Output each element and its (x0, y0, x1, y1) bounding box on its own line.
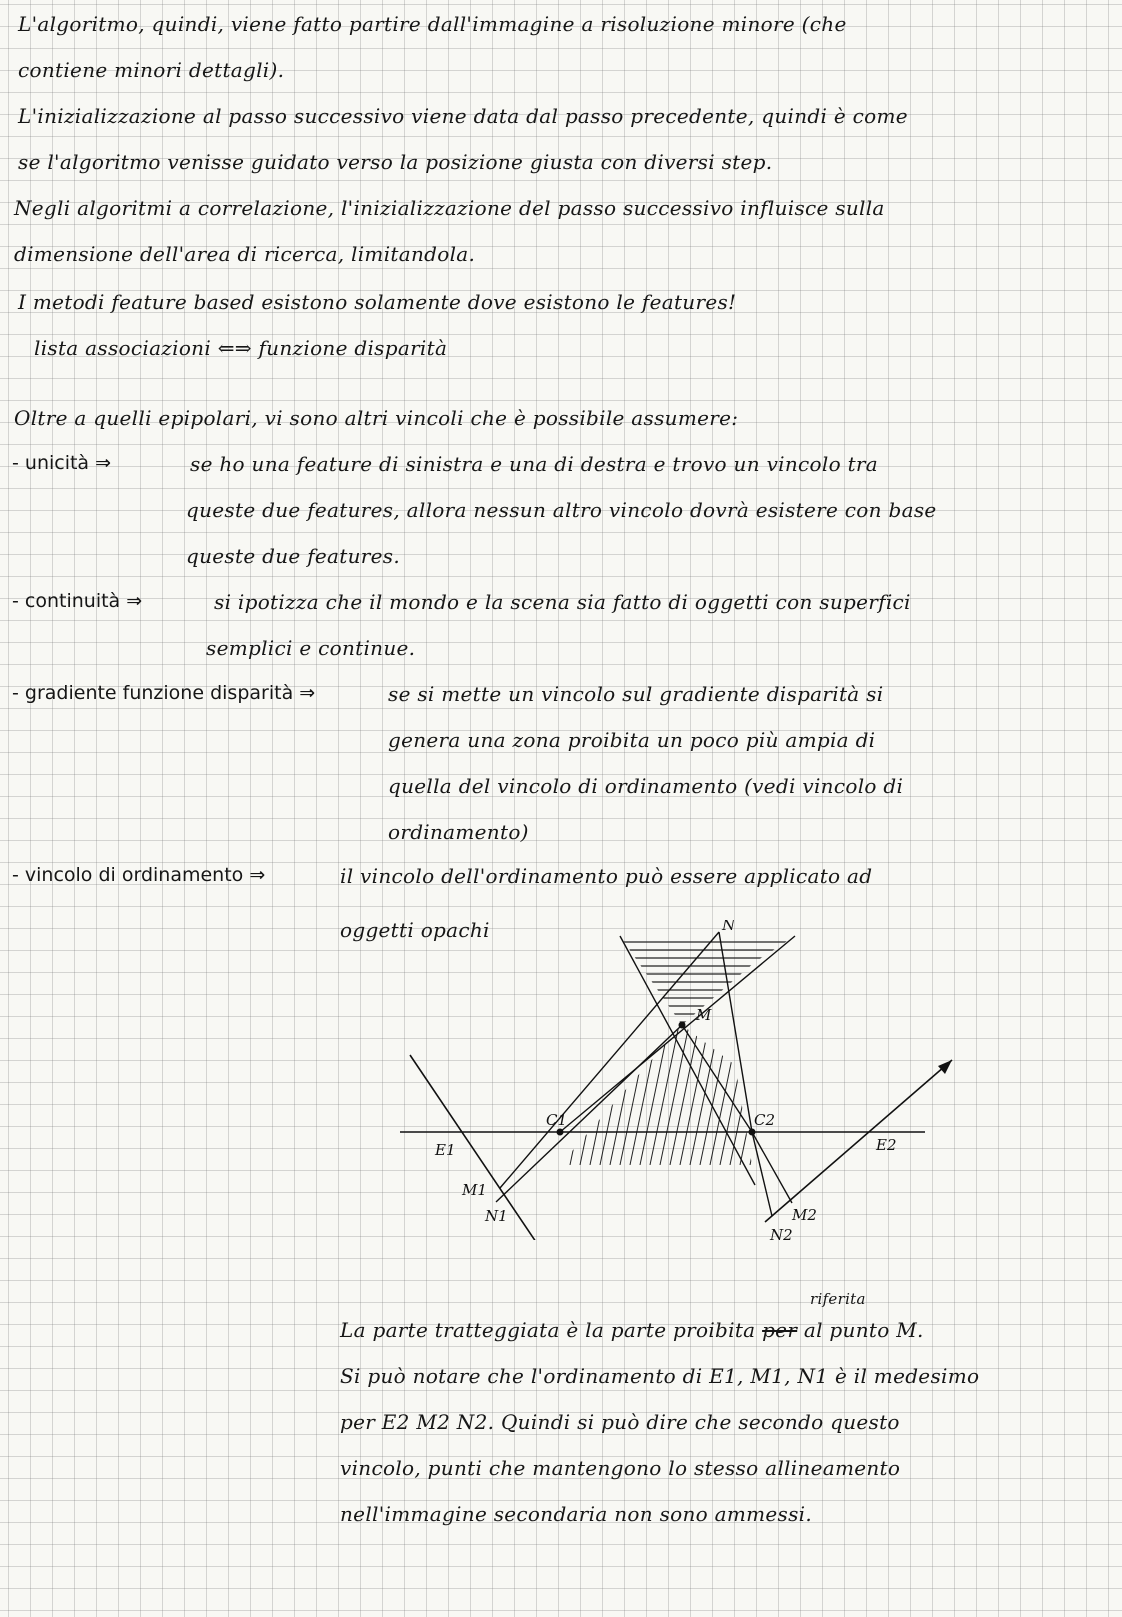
label-M: M (696, 1006, 712, 1024)
label-N: N (722, 920, 736, 934)
text-line: Oltre a quelli epipolari, vi sono altri vincoli che è possibile assumere: (14, 406, 739, 430)
label-N1: N1 (485, 1207, 508, 1225)
text-line: queste due features. (186, 544, 400, 568)
ray-C2-M2 (752, 1132, 792, 1203)
constraint-term-ordinamento: - vincolo di ordinamento ⇒ (12, 864, 266, 886)
text-line: si ipotizza che il mondo e la scena sia fatto di oggetti con superfici (214, 590, 911, 614)
point-M (679, 1022, 686, 1029)
constraint-term-unicita: - unicità ⇒ (12, 452, 112, 474)
label-E2: E2 (876, 1136, 897, 1154)
text-line: Negli algoritmi a correlazione, l'inizializzazione del passo successivo influisce sulla (14, 196, 885, 220)
caption-line-2: Si può notare che l'ordinamento di E1, M1, N1 è il medesimo (340, 1364, 980, 1388)
text-line: L'inizializzazione al passo successivo viene data dal passo precedente, quindi è come (18, 104, 908, 128)
label-M1: M1 (462, 1181, 487, 1199)
caption-text: al punto M. (803, 1318, 924, 1342)
right-image-plane (765, 1060, 952, 1222)
ray-to-N (500, 932, 719, 1188)
caption-line-3: per E2 M2 N2. Quindi si può dire che secondo questo (340, 1410, 900, 1434)
label-M2: M2 (792, 1206, 817, 1224)
point-C1 (557, 1129, 564, 1136)
inserted-word: riferita (810, 1290, 866, 1308)
text-line: queste due features, allora nessun altro vincolo dovrà esistere con base (186, 498, 937, 522)
arrow-head (938, 1060, 952, 1074)
point-C2 (749, 1129, 756, 1136)
caption-line-5: nell'immagine secondaria non sono ammessi. (340, 1502, 813, 1526)
text-line: ordinamento) (388, 820, 529, 844)
caption-line-1 (340, 1318, 924, 1342)
text-line: genera una zona proibita un poco più ampia di (388, 728, 876, 752)
label-E1: E1 (435, 1141, 456, 1159)
text-line: I metodi feature based esistono solamente dove esistono le features! (18, 290, 737, 314)
label-C2: C2 (754, 1111, 776, 1129)
text-line: se si mette un vincolo sul gradiente disparità si (388, 682, 884, 706)
caption-text: La parte tratteggiata è la parte proibita (340, 1318, 756, 1342)
forbidden-zone-middle (570, 1020, 780, 1165)
text-line: L'algoritmo, quindi, viene fatto partire dall'immagine a risoluzione minore (che (18, 12, 847, 36)
ray (620, 936, 755, 1185)
constraint-term-gradiente: - gradiente funzione disparità ⇒ (12, 682, 316, 704)
text-line: il vincolo dell'ordinamento può essere applicato ad (340, 864, 873, 888)
ray-C2-N2 (752, 1132, 772, 1216)
text-line: lista associazioni ⇐⇒ funzione disparità (34, 336, 448, 360)
text-line: semplici e continue. (206, 636, 416, 660)
text-line: se ho una feature di sinistra e una di destra e trovo un vincolo tra (190, 452, 879, 476)
text-line: se l'algoritmo venisse guidato verso la posizione giusta con diversi step. (18, 150, 773, 174)
ordering-constraint-diagram (400, 920, 1000, 1240)
label-N2: N2 (770, 1226, 793, 1240)
text-line: oggetti opachi (340, 918, 490, 942)
struck-word: per (762, 1318, 798, 1342)
text-line: contiene minori dettagli). (18, 58, 285, 82)
text-line: dimensione dell'area di ricerca, limitandola. (14, 242, 476, 266)
text-line: quella del vincolo di ordinamento (vedi vincolo di (388, 774, 904, 798)
ray-N-C2 (719, 932, 752, 1132)
constraint-term-continuita: - continuità ⇒ (12, 590, 143, 612)
label-C1: C1 (546, 1111, 568, 1129)
caption-line-4: vincolo, punti che mantengono lo stesso allineamento (340, 1456, 901, 1480)
ray-to-M (496, 1025, 682, 1202)
